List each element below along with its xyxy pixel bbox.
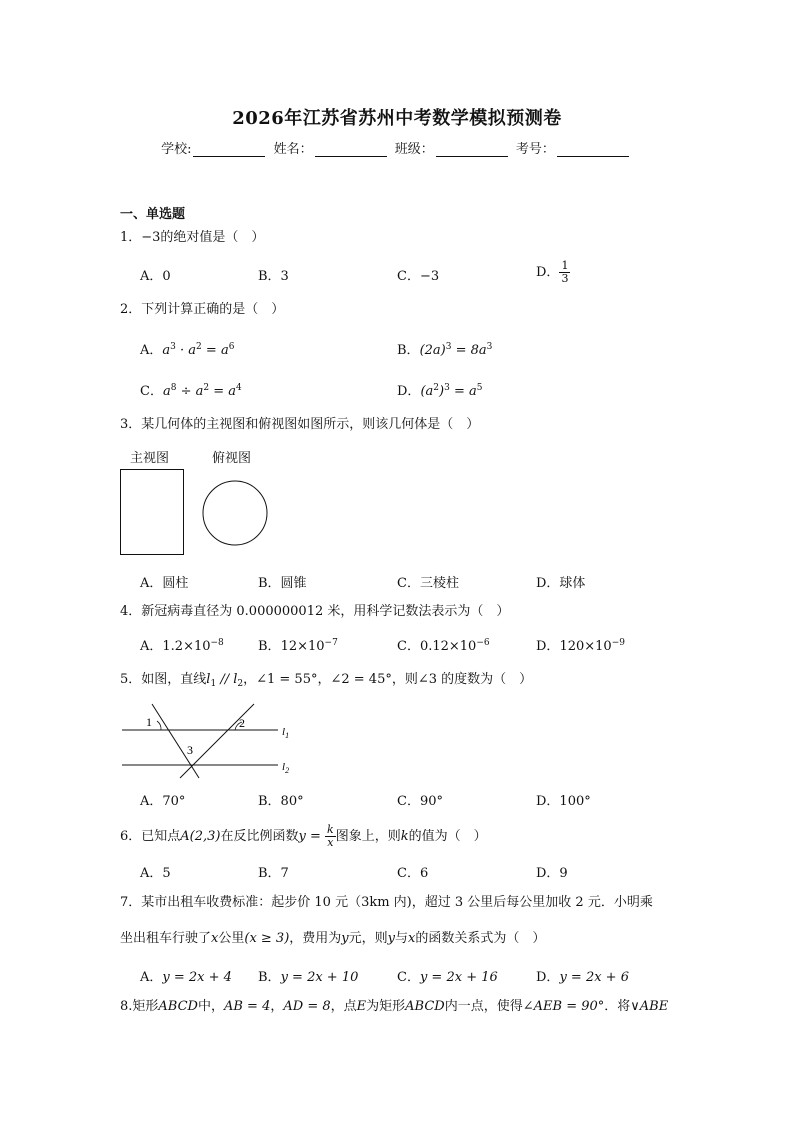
- q5-stem: 5．如图，直线$l_1 // l_2$，∠1 = 55°，∠2 = 45°，则∠3 的度数为（ ）: [120, 672, 533, 689]
- q4-stem: 4．新冠病毒直径为 0.000000012 米，用科学记数法表示为（ ）: [120, 604, 510, 619]
- q7-line1: 7．某市出租车收费标准：起步价 10 元（3km 内)，超过 3 公里后每公里加收 2 元．小明乘: [120, 895, 653, 910]
- q1-option-b: B．3: [258, 269, 289, 284]
- angle-label-2: 2: [239, 716, 245, 730]
- front-view-rectangle: [121, 470, 184, 555]
- q2-option-b: B．$(2a)^3 = 8a^3$: [397, 342, 493, 358]
- q6-stem: 6．已知点A(2,3)在反比例函数y = $\frac{k}{x}$ 图象上，则k的值为（ ）: [120, 823, 487, 849]
- angle-1-arc: [157, 721, 161, 730]
- q6-option-b: B．7: [258, 866, 289, 881]
- id-label: 考号：: [515, 142, 555, 157]
- q5-parallel-lines-figure: [118, 700, 304, 780]
- q8-stem: 8.矩形ABCD中，AB = 4，AD = 8，点E为矩形ABCD内一点，使得∠AEB = 90°．将∨ABE: [120, 999, 669, 1014]
- q4-option-c: C．$0.12\times 10^{-6}$: [397, 638, 490, 654]
- q7-option-a: A．y = 2x + 4: [140, 970, 232, 985]
- section-heading: 一、单选题: [120, 207, 186, 222]
- student-info-line: [0, 138, 794, 157]
- q4-option-a: A．$1.2\times 10^{-8}$: [140, 638, 224, 654]
- q3-option-a: A．圆柱: [140, 576, 189, 591]
- front-view-label: 主视图: [130, 451, 170, 466]
- label-l2: $l_2$: [282, 761, 290, 775]
- id-blank: [557, 142, 629, 157]
- top-view-label: 俯视图: [212, 451, 252, 466]
- q7-option-b: B．y = 2x + 10: [258, 970, 359, 985]
- page-title: 2026年江苏省苏州中考数学模拟预测卷: [232, 108, 562, 129]
- q6-fraction: $\frac{k}{x}$: [327, 823, 334, 849]
- q3-option-b: B．圆锥: [258, 576, 307, 591]
- q5-option-c: C．90°: [397, 794, 443, 809]
- name-blank: [315, 142, 387, 157]
- angle-label-1: 1: [146, 715, 152, 729]
- transversal-1: [152, 704, 199, 778]
- q2-option-a: A．$a^3 \cdot a^2 = a^6$: [140, 342, 235, 358]
- school-label: 学校:: [161, 142, 192, 157]
- q2-stem: 2．下列计算正确的是（ ）: [120, 302, 285, 317]
- class-label: 班级：: [394, 142, 434, 157]
- q1-option-a: A．0: [140, 269, 171, 284]
- angle-label-3: 3: [187, 743, 193, 757]
- top-view-circle: [203, 481, 267, 545]
- q3-option-c: C．三棱柱: [397, 576, 459, 591]
- q6-option-a: A．5: [140, 866, 171, 881]
- q7-option-d: D．y = 2x + 6: [536, 970, 629, 985]
- q3-stem: 3．某几何体的主视图和俯视图如图所示，则该几何体是（ ）: [120, 417, 480, 432]
- q7-line2: 坐出租车行驶了x公里(x ≥ 3)，费用为y元，则y与x的函数关系式为（ ）: [120, 931, 546, 946]
- q5-option-a: A．70°: [140, 794, 186, 809]
- q1-fraction: $\frac{1}{3}$: [561, 259, 569, 285]
- q4-option-b: B．$12\times 10^{-7}$: [258, 638, 338, 654]
- q2-option-d: D．$(a^2)^3 = a^5$: [397, 383, 483, 399]
- q1-stem: 1．−3的绝对值是（ ）: [120, 230, 265, 245]
- q4-option-d: D．$120\times 10^{-9}$: [536, 638, 625, 654]
- q6-option-c: C．6: [397, 866, 429, 881]
- q3-option-d: D．球体: [536, 576, 586, 591]
- q1-option-d: D． $\frac{1}{3}$: [536, 259, 569, 285]
- q7-option-c: C．y = 2x + 16: [397, 970, 498, 985]
- label-l1: $l_1$: [282, 726, 290, 740]
- name-label: 姓名：: [273, 142, 313, 157]
- q1-option-c: C．−3: [397, 269, 440, 284]
- school-blank: [193, 142, 265, 157]
- q2-option-c: C．$a^8 \div a^2 = a^4$: [140, 383, 242, 399]
- class-blank: [436, 142, 508, 157]
- q3-views-figure: [118, 466, 278, 558]
- q6-option-d: D．9: [536, 866, 568, 881]
- q5-option-b: B．80°: [258, 794, 304, 809]
- q5-option-d: D．100°: [536, 794, 591, 809]
